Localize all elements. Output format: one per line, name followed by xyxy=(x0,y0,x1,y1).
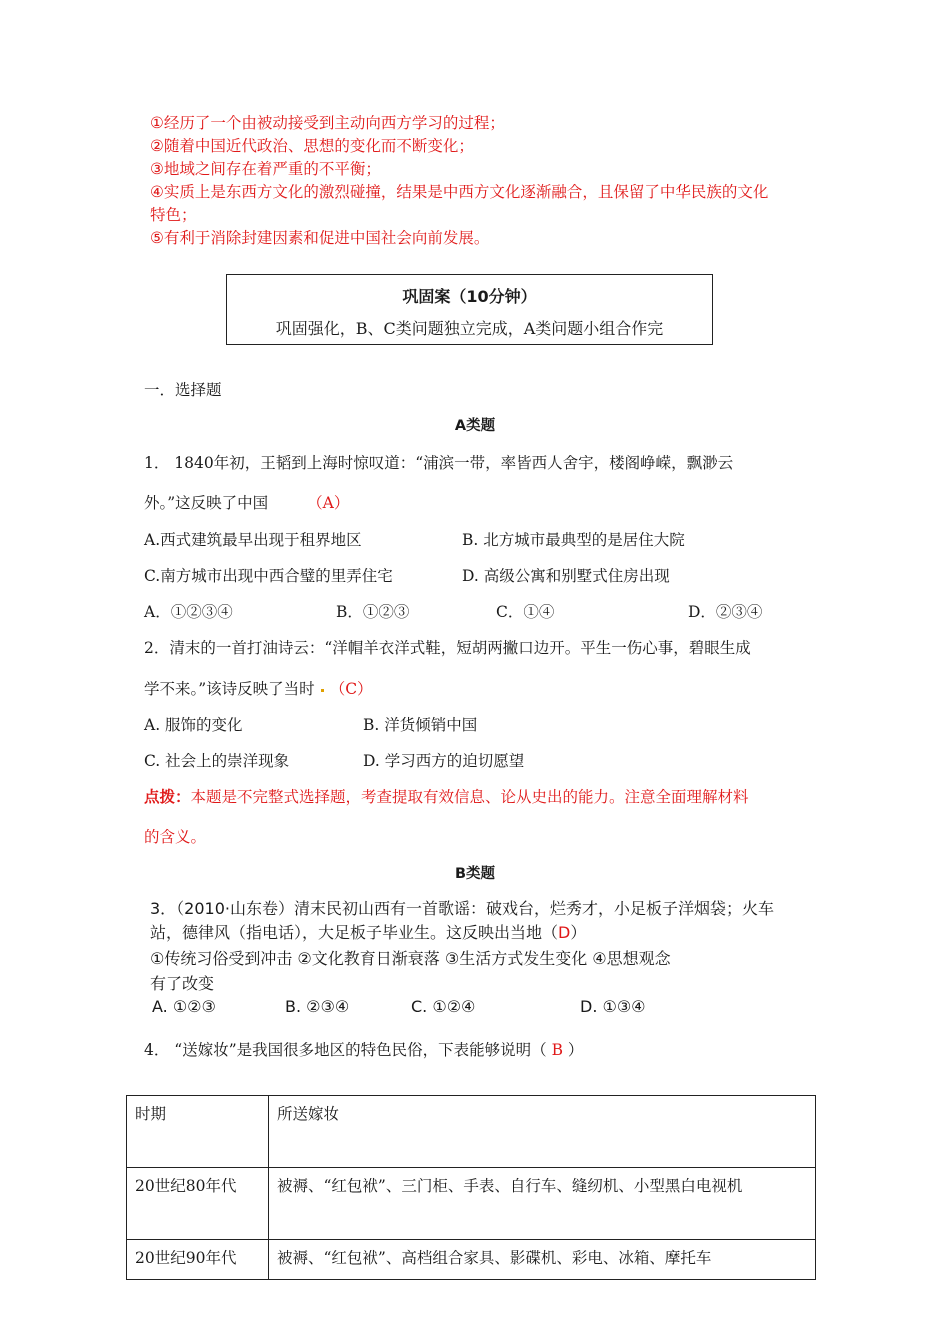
q1-stem-line1: 1． 1840年初，王韬到上海时惊叹道：“浦滨一带，率皆西人舍宇，楼阁峥嵘，飘渺云 xyxy=(144,454,734,472)
q3-items: ①传统习俗受到冲击 ②文化教育日渐衰落 ③生活方式发生变化 ④思想观念 xyxy=(150,949,671,968)
q1-answer: （A） xyxy=(307,494,350,512)
q3-stem-close: ） xyxy=(570,923,587,942)
q2-stem-line1: 2．清末的一首打油诗云：“洋帽羊衣洋式鞋，短胡两撇口边开。平生一伤心事，碧眼生成 xyxy=(144,639,751,657)
q2-stem-line2 xyxy=(144,677,373,699)
table-header-row xyxy=(127,1096,816,1168)
note-item: ①经历了一个由被动接受到主动向西方学习的过程； xyxy=(150,114,505,132)
q1-statement-4: D. 高级公寓和别墅式住房出现 xyxy=(462,567,670,585)
q3-stem-line2 xyxy=(150,920,586,943)
table-cell: 20世纪80年代 xyxy=(127,1168,269,1240)
q2-hint-line2: 的含义。 xyxy=(144,828,207,846)
box-title: 巩固案（10分钟） xyxy=(402,287,537,306)
table-row xyxy=(127,1240,816,1280)
q1-statement-3: C.南方城市出现中西合璧的里弄住宅 xyxy=(144,567,393,585)
dowry-table xyxy=(126,1095,816,1280)
q1-option-a: A．①②③④ xyxy=(144,603,233,621)
q2-hint-line1 xyxy=(144,785,749,807)
q1-statement-2: B. 北方城市最典型的是居住大院 xyxy=(462,531,685,549)
note-item: ③地域之间存在着严重的不平衡； xyxy=(150,160,381,178)
note-item: ②随着中国近代政治、思想的变化而不断变化； xyxy=(150,137,474,155)
q4-answer: B xyxy=(551,1041,563,1059)
q1-option-d: D．②③④ xyxy=(688,603,763,621)
table-cell: 20世纪90年代 xyxy=(127,1240,269,1280)
q3-option-c: C. ①②④ xyxy=(411,997,476,1016)
table-header-cell: 所送嫁妆 xyxy=(269,1096,816,1168)
group-a-heading: A类题 xyxy=(454,418,496,434)
box-subtitle: 巩固强化，B、C类问题独立完成，A类问题小组合作完 xyxy=(275,319,664,338)
note-item: ⑤有利于消除封建因素和促进中国社会向前发展。 xyxy=(150,229,490,247)
note-item: 特色； xyxy=(150,206,197,224)
table-cell: 被褥、“红包袱”、高档组合家具、影碟机、彩电、冰箱、摩托车 xyxy=(269,1240,816,1280)
q3-stem-line1: 3．（2010·山东卷）清末民初山西有一首歌谣：破戏台，烂秀才，小足板子洋烟袋；火车 xyxy=(150,899,774,918)
q4-stem-text: 4． “送嫁妆”是我国很多地区的特色民俗，下表能够说明（ xyxy=(144,1041,552,1059)
table-cell: 被褥、“红包袱”、三门柜、手表、自行车、缝纫机、小型黑白电视机 xyxy=(269,1168,816,1240)
q2-option-b: B. 洋货倾销中国 xyxy=(363,716,478,734)
mark-dot xyxy=(321,689,324,692)
group-b-heading: B类题 xyxy=(454,866,496,882)
section-title: 一．选择题 xyxy=(144,381,222,399)
q1-option-c: C．①④ xyxy=(496,603,555,621)
q4-stem-close: ） xyxy=(562,1041,584,1059)
q2-option-c: C. 社会上的崇洋现象 xyxy=(144,752,290,770)
note-item: ④实质上是东西方文化的激烈碰撞，结果是中西方文化逐渐融合，且保留了中华民族的文化 xyxy=(150,183,769,201)
q1-stem-text: 外。”这反映了中国 xyxy=(144,494,269,512)
q3-items-cont: 有了改变 xyxy=(150,974,215,993)
q2-option-d: D. 学习西方的迫切愿望 xyxy=(363,752,525,770)
table-header-cell: 时期 xyxy=(127,1096,269,1168)
summary-notes xyxy=(150,112,830,250)
q3-stem-text: 站，德律风（指电话），大足板子毕业生。这反映出当地（ xyxy=(150,923,559,942)
q3-option-d: D. ①③④ xyxy=(580,997,646,1016)
hint-text: 本题是不完整式选择题，考查提取有效信息、论从史出的能力。注意全面理解材料 xyxy=(190,788,749,806)
q2-stem-text: 学不来。”该诗反映了当时 xyxy=(144,680,315,698)
q3-option-a: A. ①②③ xyxy=(152,997,216,1016)
q1-statement-1: A.西式建筑最早出现于租界地区 xyxy=(144,531,362,549)
q3-option-b: B. ②③④ xyxy=(285,997,350,1016)
q4-stem xyxy=(144,1038,583,1060)
consolidation-box xyxy=(226,274,713,345)
q3-answer: D xyxy=(558,923,571,942)
hint-label: 点拨： xyxy=(144,788,191,806)
table-row xyxy=(127,1168,816,1240)
q2-answer: （C） xyxy=(329,680,373,698)
q1-option-b: B．①②③ xyxy=(336,603,410,621)
q2-option-a: A. 服饰的变化 xyxy=(144,716,243,734)
q1-stem-line2 xyxy=(144,491,349,513)
